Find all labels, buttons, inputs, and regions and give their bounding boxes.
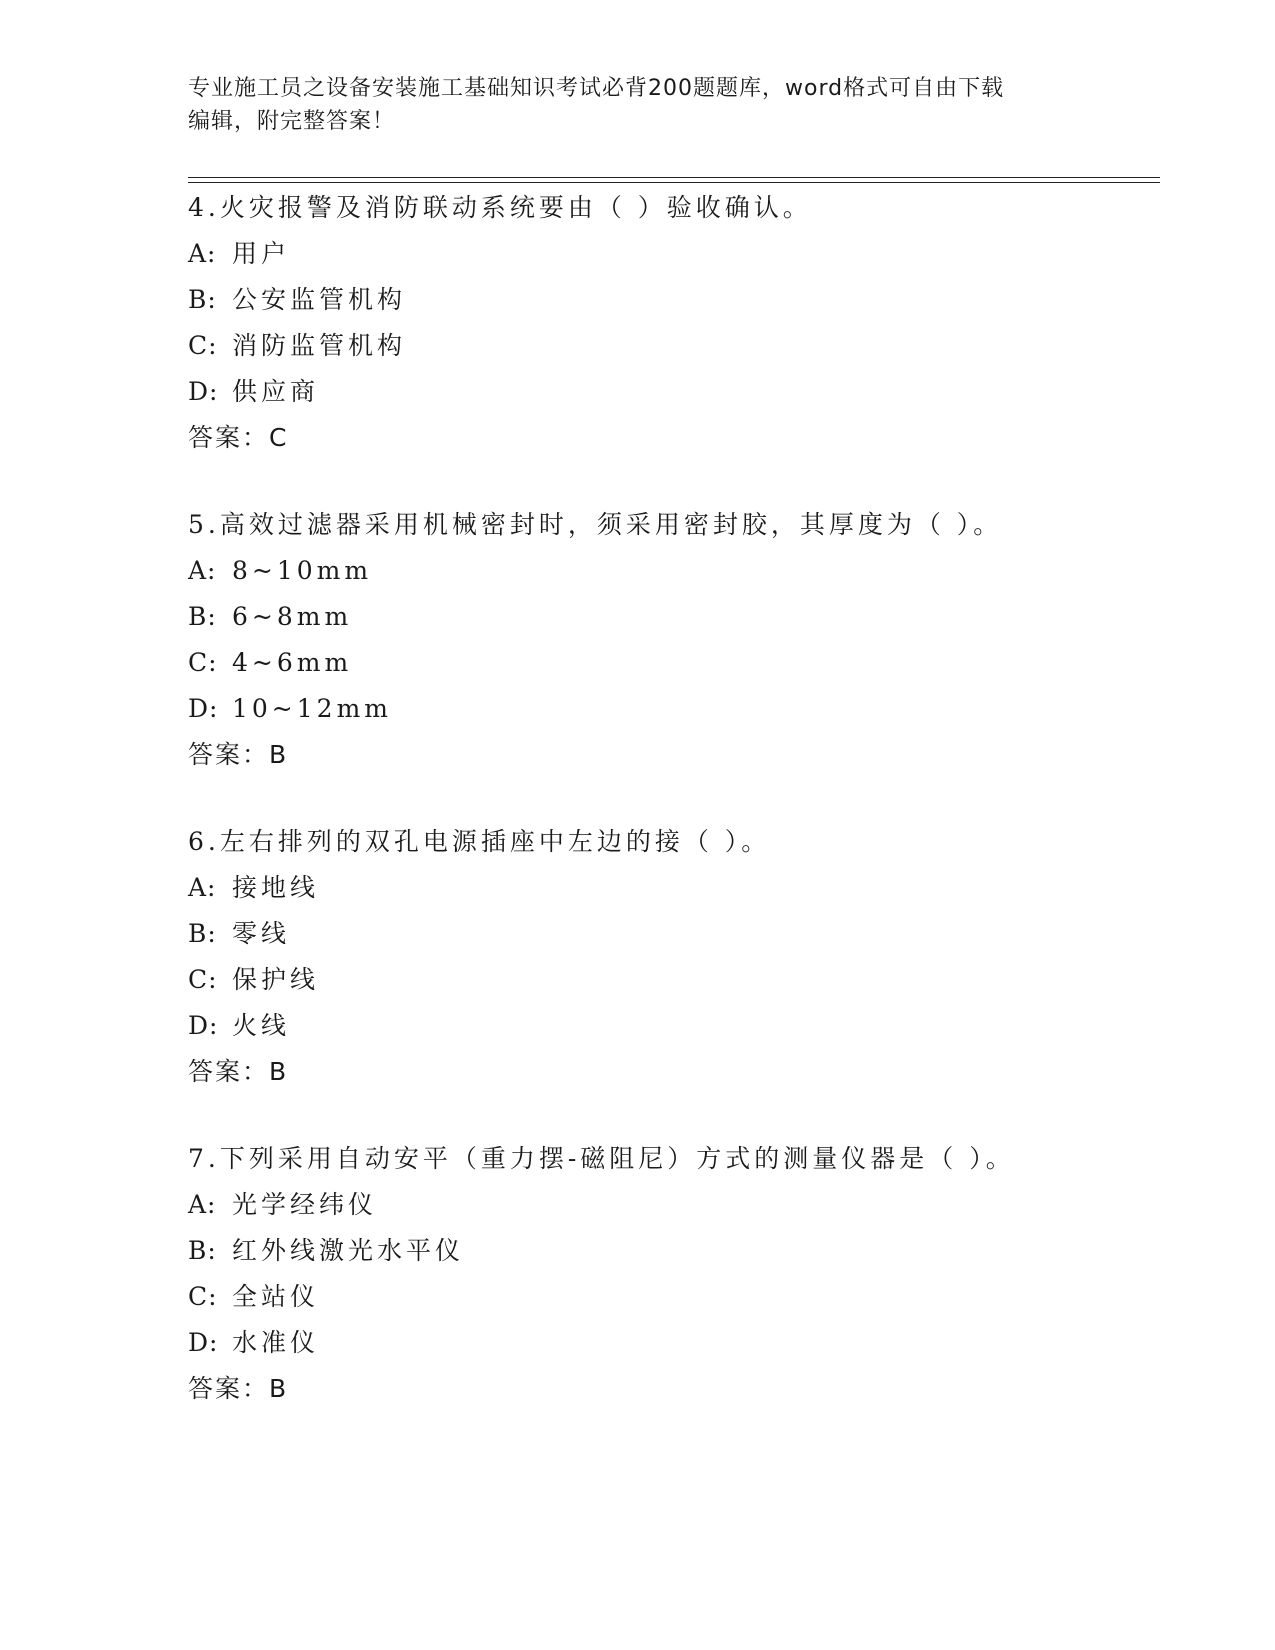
option-a <box>188 873 1168 919</box>
option-text: 水准仪 <box>232 1328 320 1357</box>
header-divider-bottom <box>188 182 1160 183</box>
option-a <box>188 239 1168 285</box>
option-text: 供应商 <box>232 377 320 406</box>
option-text: 6~8mm <box>232 602 353 631</box>
option-text: 用户 <box>232 239 291 268</box>
question-block <box>188 193 1168 469</box>
header-line-1: 专业施工员之设备安装施工基础知识考试必背200题题库，word格式可自由下载 <box>188 76 1005 101</box>
option-text: 消防监管机构 <box>232 331 407 360</box>
document-header <box>188 72 1088 138</box>
option-text: 火线 <box>232 1011 291 1040</box>
option-letter: B: <box>188 1236 217 1265</box>
option-text: 红外线激光水平仪 <box>232 1236 465 1265</box>
option-c <box>188 965 1168 1011</box>
option-letter: C: <box>188 648 218 677</box>
option-a <box>188 556 1168 602</box>
option-c <box>188 1282 1168 1328</box>
answer-line: 答案：B <box>188 1057 289 1086</box>
option-c <box>188 331 1168 377</box>
option-c <box>188 648 1168 694</box>
answer-line: 答案：B <box>188 1374 289 1403</box>
option-letter: B: <box>188 602 217 631</box>
option-text: 接地线 <box>232 873 320 902</box>
option-letter: C: <box>188 331 218 360</box>
option-text: 公安监管机构 <box>232 285 407 314</box>
question-block <box>188 1144 1168 1420</box>
option-letter: D: <box>188 377 219 406</box>
header-line-2: 编辑，附完整答案！ <box>188 109 396 134</box>
option-a <box>188 1190 1168 1236</box>
option-text: 光学经纬仪 <box>232 1190 378 1219</box>
answer-line: 答案：B <box>188 740 289 769</box>
option-d <box>188 1328 1168 1374</box>
option-letter: B: <box>188 285 217 314</box>
question-block <box>188 510 1168 786</box>
header-divider-top <box>188 177 1160 178</box>
option-letter: D: <box>188 1011 219 1040</box>
question-stem: 5.高效过滤器采用机械密封时，须采用密封胶，其厚度为（ ）。 <box>188 510 1003 539</box>
option-b <box>188 919 1168 965</box>
option-b <box>188 1236 1168 1282</box>
option-letter: A: <box>188 1190 217 1219</box>
option-text: 4~6mm <box>232 648 353 677</box>
option-letter: A: <box>188 556 217 585</box>
option-letter: C: <box>188 1282 218 1311</box>
option-letter: B: <box>188 919 217 948</box>
option-text: 8~10mm <box>232 556 373 585</box>
option-b <box>188 602 1168 648</box>
option-letter: A: <box>188 873 217 902</box>
question-stem: 4.火灾报警及消防联动系统要由（ ）验收确认。 <box>188 193 812 222</box>
option-text: 10~12mm <box>232 694 392 723</box>
option-letter: D: <box>188 694 219 723</box>
option-d <box>188 1011 1168 1057</box>
option-d <box>188 377 1168 423</box>
option-d <box>188 694 1168 740</box>
option-letter: D: <box>188 1328 219 1357</box>
question-stem: 6.左右排列的双孔电源插座中左边的接（ ）。 <box>188 827 771 856</box>
option-b <box>188 285 1168 331</box>
option-letter: A: <box>188 239 217 268</box>
question-block <box>188 827 1168 1103</box>
option-text: 全站仪 <box>232 1282 320 1311</box>
answer-line: 答案：C <box>188 423 289 452</box>
option-letter: C: <box>188 965 218 994</box>
option-text: 保护线 <box>232 965 320 994</box>
option-text: 零线 <box>232 919 291 948</box>
question-stem: 7.下列采用自动安平（重力摆-磁阻尼）方式的测量仪器是（ ）。 <box>188 1144 1015 1173</box>
